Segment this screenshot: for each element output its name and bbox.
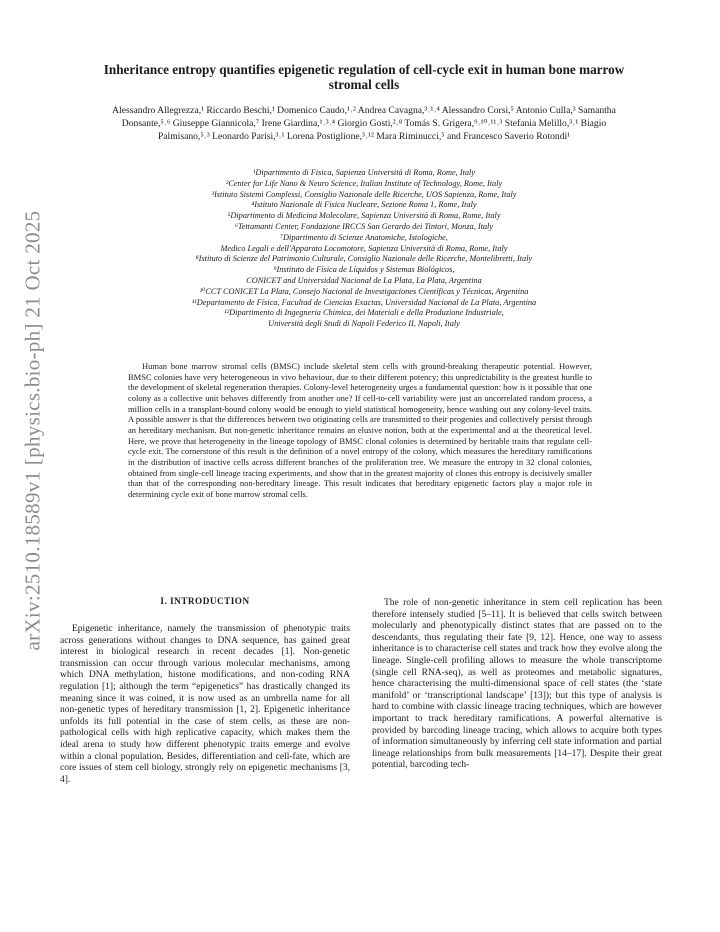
arxiv-side-stamp bbox=[14, 200, 52, 660]
author-list: Alessandro Allegrezza,¹ Riccardo Beschi,¹ Domenico Caudo,¹˒² Andrea Cavagna,³˒¹˒⁴ Alessandro Corsi,⁵ Antonio Culla,³ Samantha Donsante,⁵˒⁶ Giuseppe Giannicola,⁷ Irene Giardina,¹˒³˒⁴ Giorgio Gosti,²˒⁸ Tomás S. Grigera,⁹˒¹⁰˒¹¹˒³ Stefania Melillo,³˒¹ Biagio Palmisano,⁵˒³ Leonardo Parisi,³˒¹ Lorena Postiglione,³˒¹² Mara Riminucci,⁵ and Francesco Saverio Rotondi¹ bbox=[112, 105, 616, 142]
affiliation-line: ¹⁰CCT CONICET La Plata, Consejo Nacional de Investigaciones Científicas y Técnicas, Argentina bbox=[199, 286, 529, 296]
affiliation-line: CONICET and Universidad Nacional de La Plata, La Plata, Argentina bbox=[246, 275, 482, 285]
affiliation-line: ⁸Istituto di Scienze del Patrimonio Culturale, Consiglio Nazionale delle Ricerche, Montelibretti, Italy bbox=[195, 254, 533, 264]
section-heading: I. INTRODUCTION bbox=[160, 596, 250, 606]
affiliation-line: ⁷Dipartimento di Scienze Anatomiche, Istologiche, bbox=[280, 232, 448, 242]
affiliation-line: ¹Dipartimento di Fisica, Sapienza Università di Roma, Rome, Italy bbox=[252, 168, 476, 177]
body-column-left: Epigenetic inheritance, namely the transmission of phenotypic traits across generations without changes to DNA sequence, has gained great interest in biological research in recent decades [1]. Non-genetic transmission can occur through various molecular mechanisms, among which DNA methylation, histone modifications, and non-coding RNA regulation [1]; although the term “epigenetics” has drastically changed its meaning since it was coined, it is now used as an umbrella name for all non-genetic types of hereditary transmission [1, 2]. Epigenetic inheritance unfolds its full potential in the case of stem cells, as these are non-pathological cells with high replicative capacity, which makes them the ideal arena to study how different phenotypic traits emerge and evolve within a clonal population. Besides, differentiation and cell-fate, which are core issues of stem cell biology, strongly rely on epigenetic mechanisms [3, 4]. bbox=[60, 624, 350, 785]
affiliation-line: ⁹Instituto de Física de Líquidos y Sistemas Biológicos, bbox=[273, 265, 455, 275]
affiliation-line: ⁶Tettamanti Center, Fondazione IRCCS San Gerardo dei Tintori, Monza, Italy bbox=[234, 221, 494, 231]
arxiv-identifier: arXiv:2510.18589v1 [physics.bio-ph] 21 Oct 2025 bbox=[20, 210, 45, 650]
affiliation-line: ³Istituto Sistemi Complessi, Consiglio Nazionale delle Ricerche, UOS Sapienza, Rome, Italy bbox=[211, 189, 517, 199]
abstract: Human bone marrow stromal cells (BMSC) include skeletal stem cells with ground-breaking therapeutic potential. However, BMSC colonies have very heterogeneous in vivo behaviour, due to their different potency; this unpredictability is the greatest hurdle to the development of skeletal regeneration therapies. Colony-level heterogeneity urges a fundamental question: how is it possible that one colony as a collective unit behaves differently from another one? If cell-to-cell variability were just an uncorrelated random process, a million cells in a transplant-bound colony would be enough to yield statistical homogeneity, hence washing out any colony-level traits. A possible answer is that the differences between two originating cells are transmitted to their progenies and collectively persist through an hereditary mechanism. But non-genetic inheritance remains an elusive notion, both at the experimental and at the theoretical level. Here, we prove that heterogeneity in the lineage topology of BMSC clonal colonies is determined by heritable traits that regulate cell-cycle exit. The cornerstone of this result is the definition of a novel entropy of the colony, which measures the hereditary ramifications in the distribution of inactive cells across different branches of the proliferation tree. We measure the entropy in 32 clonal colonies, obtained from single-cell lineage tracing experiments, and show that in the greatest majority of clones this entropy is decisively smaller than that of the corresponding non-hereditary lineage. This result indicates that hereditary epigenetic factors play a major role in determining cycle exit of bone marrow stromal cells. bbox=[128, 361, 592, 499]
affiliation-line: ¹²Dipartimento di Ingegneria Chimica, dei Materiali e della Produzione Industriale, bbox=[224, 308, 504, 318]
body-column-right: The role of non-genetic inheritance in stem cell replication has been therefore intensely studied [5–11]. It is believed that cells switch between molecularly and phenotypically distinct states that are passed on to the descendants, thus regulating their fate [9, 12]. Hence, one way to assess inheritance is to characterise cell states and track how they evolve along the lineage. Single-cell profiling allows to measure the whole transcriptome (single cell RNA-seq), as well as proteomes and metabolic signatures, hence characterising the multi-dimensional space of cell states (the ‘state manifold’ or ‘transcriptional landscape’ [13]); but this type of analysis is hard to combine with classic lineage tracing techniques, which are however important to track hereditary ramifications. A powerful alternative is provided by barcoding lineage tracing, which allows to acquire both types of information simultaneously by inferring cell state information and partial lineage relationships from bulk measurements [14–17]. Despite their great potential, barcoding tech- bbox=[372, 598, 662, 771]
affiliation-line: ¹¹Departamento de Física, Facultad de Ciencias Exactas, Universidad Nacional de La Plata, Argentina bbox=[191, 297, 537, 307]
affiliation-list bbox=[96, 168, 632, 330]
affiliation-line: ²Center for Life Nano & Neuro Science, Italian Institute of Technology, Rome, Italy bbox=[225, 178, 503, 188]
paper-title: Inheritance entropy quantifies epigenetic regulation of cell-cycle exit in human bone marrow stromal cells bbox=[103, 62, 625, 92]
affiliation-line: ⁵Dipartimento di Medicina Molecolare, Sapienza Università di Roma, Rome, Italy bbox=[227, 211, 501, 221]
affiliation-line: ⁴Istituto Nazionale di Fisica Nucleare, Sezione Roma 1, Rome, Italy bbox=[251, 200, 477, 210]
affiliation-line: Medico Legali e dell'Apparato Locomotore, Sapienza Università di Roma, Rome, Italy bbox=[220, 243, 508, 253]
affiliation-line: Università degli Studi di Napoli Federico II, Napoli, Italy bbox=[268, 319, 460, 329]
